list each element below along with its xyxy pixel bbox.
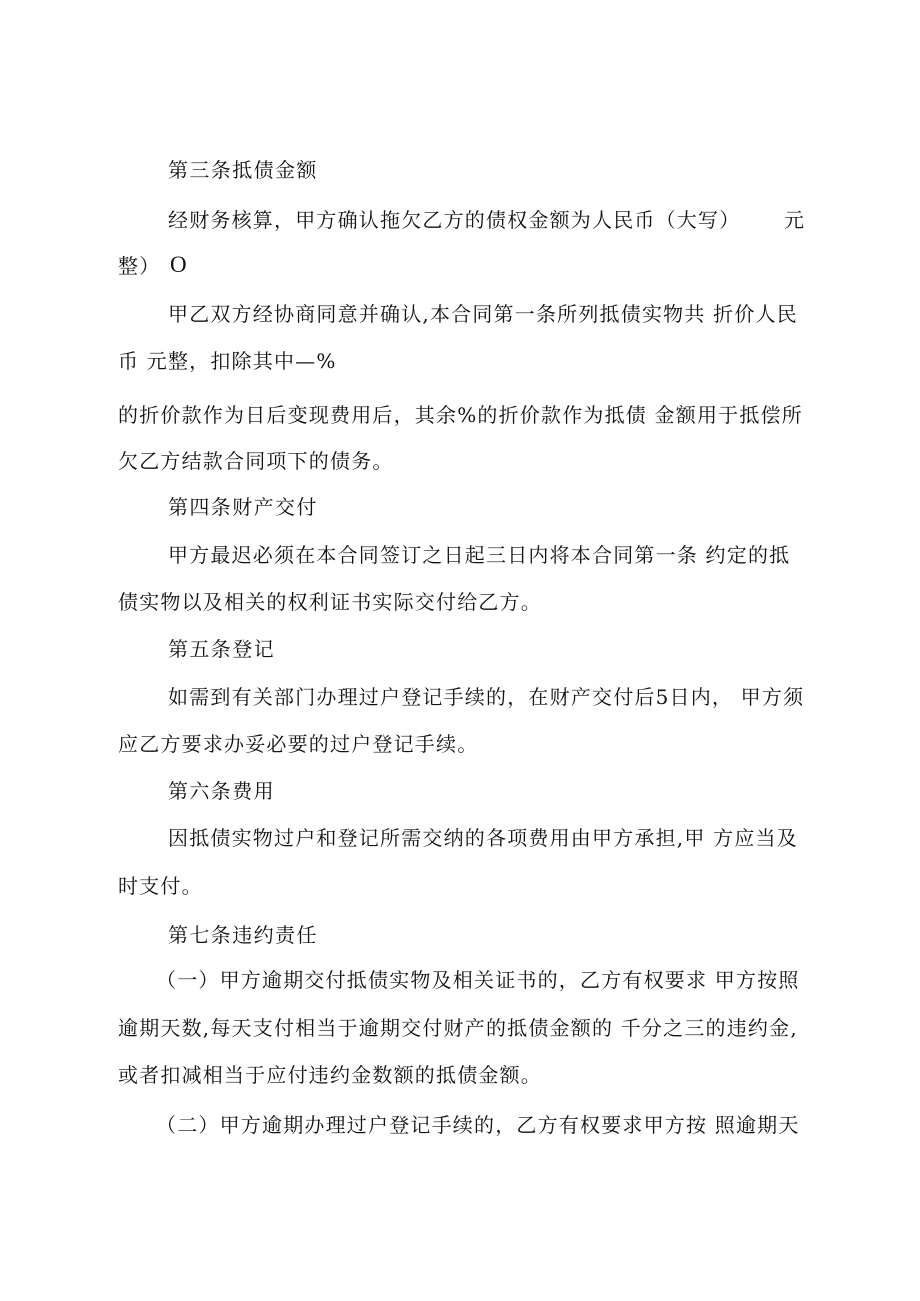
article-4-heading: 第四条财产交付 [168, 495, 318, 519]
article-3-paragraph-2-line-3: 的折价款作为日后变现费用后，其余%的折价款作为抵债 金额用于抵偿所 [118, 403, 803, 427]
article-3-paragraph-1-line-1: 经财务核算，甲方确认拖欠乙方的债权金额为人民币（大写） [168, 208, 741, 232]
article-5-paragraph-line-1: 如需到有关部门办理过户登记手续的，在财产交付后5日内， 甲方须 [168, 685, 805, 709]
article-3-paragraph-1-yuan: 元 [784, 208, 806, 232]
article-3-heading: 第三条抵债金额 [168, 158, 318, 182]
article-7-item-1-line-2: 逾期天数,每天支付相当于逾期交付财产的抵债金额的 千分之三的违约金, [118, 1016, 798, 1040]
article-7-heading: 第七条违约责任 [168, 923, 318, 947]
article-4-paragraph-line-1: 甲方最迟必须在本合同签订之日起三日内将本合同第一条 约定的抵 [168, 543, 791, 567]
article-3-paragraph-2-line-4: 欠乙方结款合同项下的债务。 [118, 449, 394, 473]
article-6-paragraph-line-1: 因抵债实物过户和登记所需交纳的各项费用由甲方承担,甲 方应当及 [168, 826, 798, 850]
article-6-heading: 第六条费用 [168, 779, 275, 803]
article-5-heading: 第五条登记 [168, 637, 275, 661]
article-7-item-1-line-1: （一）甲方逾期交付抵债实物及相关证书的，乙方有权要求 甲方按照 [156, 968, 800, 992]
article-7-item-1-line-3: 或者扣减相当于应付违约金数额的抵债金额。 [118, 1063, 542, 1087]
article-3-paragraph-2-line-2: 币 元整，扣除其中—% [118, 349, 337, 373]
article-3-paragraph-1-line-2: 整） [118, 254, 161, 278]
article-3-paragraph-1-mark: O [170, 252, 187, 277]
article-5-paragraph-line-2: 应乙方要求办妥必要的过户登记手续。 [118, 732, 479, 756]
article-4-paragraph-line-2: 债实物以及相关的权利证书实际交付给乙方。 [118, 590, 542, 614]
article-7-item-2-line-1: （二）甲方逾期办理过户登记手续的，乙方有权要求甲方按 照逾期天 [156, 1113, 800, 1137]
article-6-paragraph-line-2: 时支付。 [118, 874, 203, 898]
article-3-paragraph-2-line-1: 甲乙双方经协商同意并确认,本合同第一条所列抵债实物共 折价人民 [168, 302, 798, 326]
